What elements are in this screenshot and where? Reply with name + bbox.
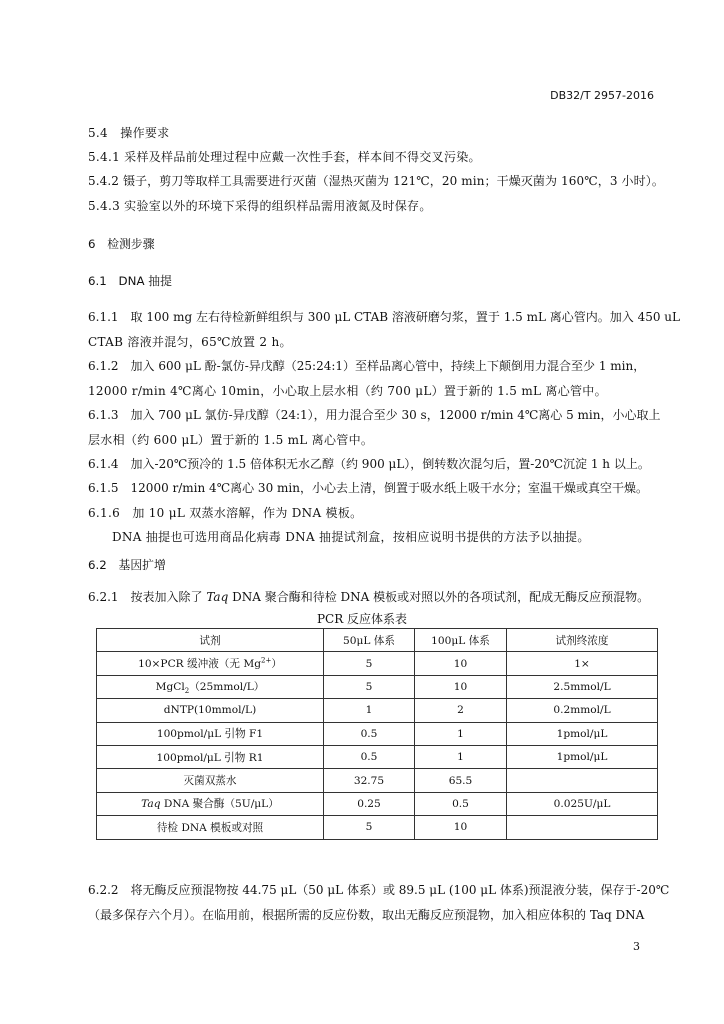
reagent-name: 100pmol/μL 引物 R1 <box>97 745 324 768</box>
final-concentration <box>507 769 658 792</box>
paragraph-6-1-5: 6.1.5 12000 r/min 4℃离心 30 min，小心去上清，倒置于吸水纸上吸干水分；室温干燥或真空干燥。 <box>88 481 648 495</box>
final-concentration: 1× <box>507 652 658 675</box>
header-reagent: 试剂 <box>97 629 324 652</box>
paragraph-5-4-2: 5.4.2 镊子，剪刀等取样工具需要进行灭菌（湿热灭菌为 121℃，20 min；干燥灭菌为 160℃，3 小时）。 <box>88 174 664 188</box>
reagent-name: 灭菌双蒸水 <box>97 769 324 792</box>
reagent-name: dNTP(10mmol/L) <box>97 699 324 722</box>
value-50ul: 5 <box>324 652 415 675</box>
value-50ul: 32.75 <box>324 769 415 792</box>
paragraph-6-2-1-end: DNA 聚合酶和待检 DNA 模板或对照以外的各项试剂，配成无酶反应预混物。 <box>228 590 650 604</box>
paragraph-6-2-1 <box>88 588 649 605</box>
table-row <box>97 699 658 722</box>
paragraph-5-4-3: 5.4.3 实验室以外的环境下采得的组织样品需用液氮及时保存。 <box>88 199 432 213</box>
paragraph-5-4-1: 5.4.1 采样及样品前处理过程中应戴一次性手套，样本间不得交叉污染。 <box>88 150 481 164</box>
value-50ul: 0.5 <box>324 722 415 745</box>
table-row <box>97 816 658 839</box>
page-number: 3 <box>633 940 640 953</box>
header-50ul: 50μL 体系 <box>324 629 415 652</box>
reagent-cell <box>97 652 324 675</box>
section-6-2-title: 6.2 基因扩增 <box>88 558 166 572</box>
final-concentration: 0.025U/μL <box>507 792 658 815</box>
final-concentration: 2.5mmol/L <box>507 675 658 698</box>
value-50ul: 5 <box>324 816 415 839</box>
paragraph-6-1-2-line2: 12000 r/min 4℃离心 10min，小心取上层水相（约 700 μL）置于新的 1.5 mL 离心管中。 <box>88 384 607 398</box>
reagent-name-tail: （25mmol/L） <box>189 680 265 693</box>
value-100ul: 10 <box>415 816 507 839</box>
section-5-4-title: 5.4 操作要求 <box>88 126 170 140</box>
table-row <box>97 792 658 815</box>
table-row <box>97 722 658 745</box>
mgcl-subscript: 2 <box>184 687 190 696</box>
reagent-name: 100pmol/μL 引物 F1 <box>97 722 324 745</box>
value-50ul: 0.5 <box>324 745 415 768</box>
table-row <box>97 769 658 792</box>
value-50ul: 5 <box>324 675 415 698</box>
value-100ul: 10 <box>415 675 507 698</box>
section-6-title: 6 检测步骤 <box>88 237 155 251</box>
reagent-name: 待检 DNA 模板或对照 <box>97 816 324 839</box>
paragraph-6-1-3-line1: 6.1.3 加入 700 μL 氯仿-异戊醇（24:1），用力混合至少 30 s，12000 r/min 4℃离心 5 min，小心取上 <box>88 408 661 422</box>
paragraph-6-1-3-line2: 层水相（约 600 μL）置于新的 1.5 mL 离心管中。 <box>88 433 374 447</box>
reagent-name: DNA 聚合酶（5U/μL） <box>163 798 279 811</box>
table-header-row <box>97 629 658 652</box>
mg-superscript: 2+ <box>260 656 272 665</box>
reagent-cell <box>97 792 324 815</box>
value-50ul: 0.25 <box>324 792 415 815</box>
final-concentration: 1pmol/μL <box>507 745 658 768</box>
final-concentration: 1pmol/μL <box>507 722 658 745</box>
value-100ul: 1 <box>415 745 507 768</box>
paragraph-6-1-6: 6.1.6 加 10 μL 双蒸水溶解，作为 DNA 模板。 <box>88 506 363 520</box>
header-100ul: 100μL 体系 <box>415 629 507 652</box>
paragraph-6-2-1-start: 6.2.1 按表加入除了 <box>88 590 207 604</box>
value-100ul: 1 <box>415 722 507 745</box>
table-row <box>97 652 658 675</box>
paragraph-6-1-1-line1: 6.1.1 取 100 mg 左右待检新鲜组织与 300 μL CTAB 溶液研磨匀浆，置于 1.5 mL 离心管内。加入 450 uL <box>88 310 680 324</box>
value-100ul: 2 <box>415 699 507 722</box>
paragraph-6-2-2-line1: 6.2.2 将无酶反应预混物按 44.75 μL（50 μL 体系）或 89.5 μL (100 μL 体系)预混液分装，保存于-20℃ <box>88 883 670 897</box>
taq-italic: Taq <box>141 798 161 811</box>
reagent-name: MgCl <box>155 680 185 693</box>
header-final-concentration: 试剂终浓度 <box>507 629 658 652</box>
reagent-name: 10×PCR 缓冲液（无 Mg <box>138 658 261 671</box>
pcr-reaction-table <box>96 628 658 840</box>
paragraph-6-1-1-line2: CTAB 溶液并混匀，65℃放置 2 h。 <box>88 335 292 349</box>
value-100ul: 0.5 <box>415 792 507 815</box>
paragraph-dna-extraction-note: DNA 抽提也可选用商品化病毒 DNA 抽提试剂盒，按相应说明书提供的方法予以抽提。 <box>112 530 590 544</box>
value-50ul: 1 <box>324 699 415 722</box>
reagent-cell <box>97 675 324 698</box>
section-6-1-title: 6.1 DNA 抽提 <box>88 274 172 288</box>
table-row <box>97 745 658 768</box>
paragraph-6-1-2-line1: 6.1.2 加入 600 μL 酚-氯仿-异戊醇（25:24:1）至样品离心管中，持续上下颠倒用力混合至少 1 min， <box>88 359 646 373</box>
value-100ul: 10 <box>415 652 507 675</box>
paragraph-6-1-4: 6.1.4 加入-20℃预冷的 1.5 倍体积无水乙醇（约 900 μL），倒转数次混匀后，置-20℃沉淀 1 h 以上。 <box>88 457 650 471</box>
taq-italic: Taq <box>206 590 229 604</box>
paragraph-6-2-2-line2: （最多保存六个月）。在临用前，根据所需的反应份数，取出无酶反应预混物，加入相应体积的 Taq DNA <box>88 908 645 922</box>
table-caption: PCR 反应体系表 <box>316 612 408 626</box>
reagent-name-tail: ） <box>271 658 282 671</box>
final-concentration: 0.2mmol/L <box>507 699 658 722</box>
table-row <box>97 675 658 698</box>
final-concentration <box>507 816 658 839</box>
standard-number: DB32/T 2957-2016 <box>550 89 654 102</box>
value-100ul: 65.5 <box>415 769 507 792</box>
